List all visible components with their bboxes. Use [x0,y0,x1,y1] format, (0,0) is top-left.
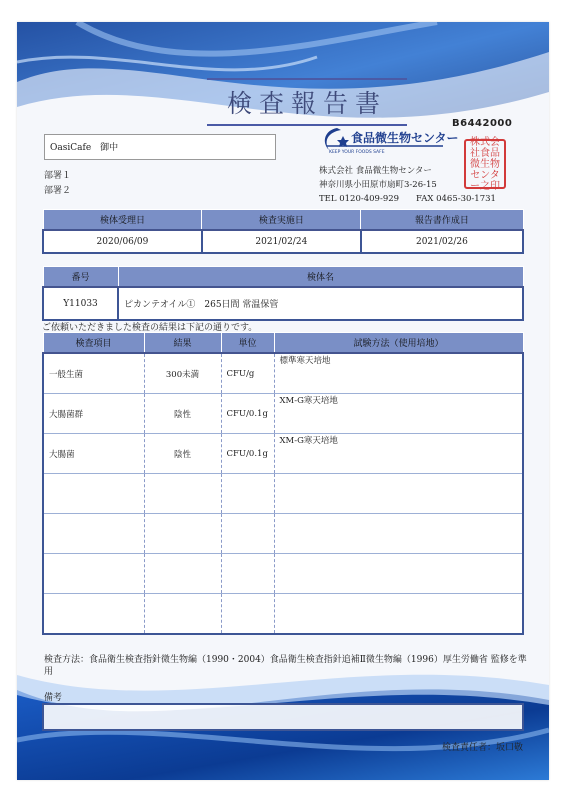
company-address: 神奈川県小田原市扇町3-26-15 [319,180,437,190]
logo-tagline: KEEP YOUR FOODS SAFE [329,150,385,155]
remarks-box [42,703,524,731]
sample-number: Y11033 [43,287,118,320]
result-value: 陰性 [144,434,221,474]
sample-name: ピカンテオイル① 265日間 常温保管 [118,287,523,320]
result-value [144,514,221,554]
result-item [43,474,144,514]
result-value: 300未満 [144,353,221,394]
result-item: 大腸菌群 [43,394,144,434]
logo-swoosh-icon [319,124,469,158]
result-method [274,514,523,554]
result-method: 標準寒天培地 [274,353,523,394]
inspection-date: 2021/02/24 [202,230,361,253]
unit-header: 単位 [221,333,274,354]
result-header: 結果 [144,333,221,354]
result-unit [221,594,274,635]
department-2: 部署２ [44,186,72,196]
document-number: B6442000 [452,118,513,129]
result-method: XM-G寒天培地 [274,394,523,434]
department-1: 部署１ [44,171,72,181]
result-item: 大腸菌 [43,434,144,474]
result-item [43,554,144,594]
table-row [43,594,523,635]
result-unit: CFU/g [221,353,274,394]
result-value [144,554,221,594]
received-date-header: 検体受理日 [43,210,202,231]
result-method [274,474,523,514]
client-name-field: OasiCafe 御中 [44,134,276,160]
table-row [43,514,523,554]
table-row [43,434,523,474]
result-unit [221,514,274,554]
company-logo [319,124,469,158]
table-row [43,353,523,394]
seal-text: 株式会社食品微生物センター之印 [470,136,500,192]
results-table [42,332,524,635]
report-date: 2021/02/26 [361,230,523,253]
result-method [274,554,523,594]
result-item [43,594,144,635]
company-seal [464,136,506,192]
result-value: 陰性 [144,394,221,434]
remarks-label: 備考 [44,693,63,703]
inspector-name: 検査責任者：坂口敬 [441,743,523,753]
method-header: 試験方法（使用培地） [274,333,523,354]
method-note: 検査方法：食品衛生検査指針微生物編（1990・2004）食品衛生検査指針追補Ⅱ微生物編（1996）厚生労働省 監修を準用 [44,655,527,677]
dates-table [42,209,524,254]
sample-number-header: 番号 [43,267,118,288]
result-item: 一般生菌 [43,353,144,394]
result-item [43,514,144,554]
item-header: 検査項目 [43,333,144,354]
table-row [43,394,523,434]
table-row [43,474,523,514]
report-date-header: 報告書作成日 [361,210,523,231]
company-contact: TEL 0120-409-929 FAX 0465-30-1731 [319,194,496,204]
intro-note: ご依頼いただきました検査の結果は下記の通りです。 [42,323,258,333]
result-method [274,594,523,635]
result-unit: CFU/0.1g [221,394,274,434]
result-unit: CFU/0.1g [221,434,274,474]
result-value [144,474,221,514]
result-unit [221,554,274,594]
sample-table [42,266,524,321]
report-page [17,22,549,780]
inspection-date-header: 検査実施日 [202,210,361,231]
logo-name: 食品微生物センター [351,131,459,145]
result-method: XM-G寒天培地 [274,434,523,474]
received-date: 2020/06/09 [43,230,202,253]
table-row [43,554,523,594]
result-value [144,594,221,635]
result-unit [221,474,274,514]
document-title: 検査報告書 [207,78,407,126]
sample-name-header: 検体名 [118,267,523,288]
company-name: 株式会社 食品微生物センター [319,166,432,176]
